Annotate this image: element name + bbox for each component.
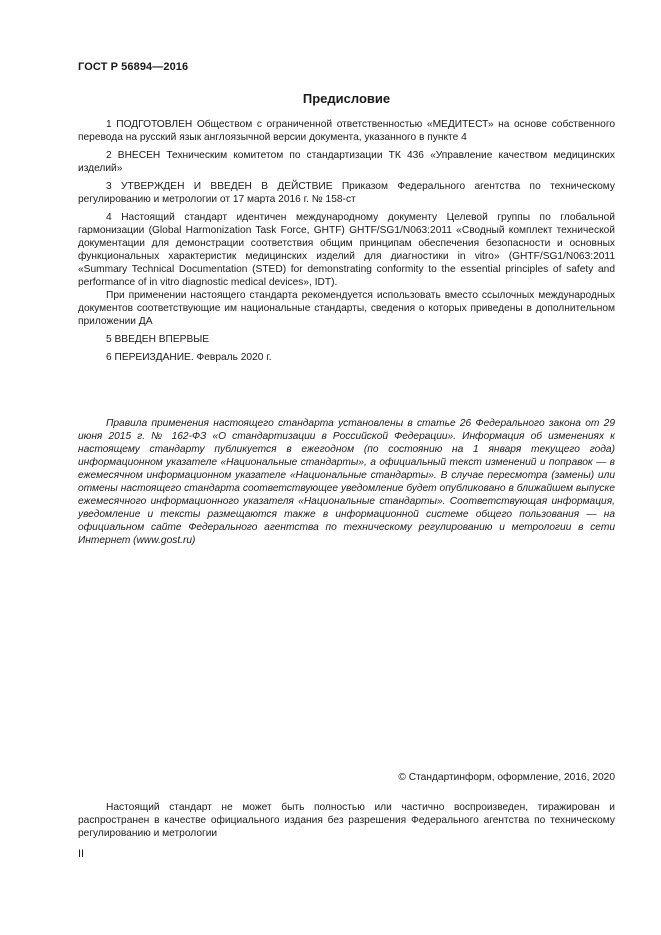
foreword-item-2: 2 ВНЕСЕН Техническим комитетом по стандартизации ТК 436 «Управление качеством медицинских изделий» [78,150,615,174]
page-title: Предисловие [302,91,391,106]
foreword-item-4: 4 Настоящий стандарт идентичен международному документу Целевой группы по глобальной гармонизации (Global Harmonization Task Force, GHTF) GHTF/SG1/N063:2011 «Сводный комплект технической документации для демонстрации соответствия общим принципам обеспечения безопасности и основных функциональных характеристик медицинских изделий для диагностики in vitro» (GHTF/SG1/N063:2011 «Summary Technical Documentation (STED) for demonstrating conformity to the essential principles of safety and performance of in vitro diagnostic medical devices», IDT). [78,212,615,288]
application-rules-notice [78,417,615,547]
foreword-note: При применении настоящего стандарта рекомендуется использовать вместо ссылочных международных документов соответствующие им национальные стандарты, сведения о которых приведены в дополнительном приложении ДА [78,290,615,327]
foreword-item-5: 5 ВВЕДЕН ВПЕРВЫЕ [106,334,210,345]
reproduction-notice [78,801,615,840]
notice-text: Правила применения настоящего стандарта установлены в статье 26 Федерального закона от 29 июня 2015 г. № 162-ФЗ «О стандартизации в Российской Федерации». Информация об изменениях к настоящему стандарту публикуется в ежегодном (по состоянию на 1 января текущего года) информационном указателе «Национальные стандарты», а официальный текст изменений и поправок — в ежемесячном информационном указателе «Национальные стандарты». В случае пересмотра (замены) или отмены настоящего стандарта соответствующее уведомление будет опубликовано в ближайшем выпуске ежемесячного информационного указателя «Национальные стандарты». Соответствующая информация, уведомление и тексты размещаются также в информационной системе общего пользования — на официальном сайте Федерального агентства по техническому регулированию и метрологии в сети Интернет (www.gost.ru) [78,418,615,546]
page-number: II [78,848,85,860]
foreword-item-6: 6 ПЕРЕИЗДАНИЕ. Февраль 2020 г. [106,352,272,363]
foreword-body [78,118,615,369]
standard-header: ГОСТ Р 56894—2016 [78,61,189,73]
reproduction-text: Настоящий стандарт не может быть полностью или частично воспроизведен, тиражирован и распространен в качестве официального издания без разрешения Федерального агентства по техническому регулированию и метрологии [78,802,615,839]
copyright-line: © Стандартинформ, оформление, 2016, 2020 [398,772,615,783]
foreword-item-1: 1 ПОДГОТОВЛЕН Обществом с ограниченной ответственностью «МЕДИТЕСТ» на основе собственного перевода на русский язык англоязычной версии документа, указанного в пункте 4 [78,119,615,143]
foreword-item-3: 3 УТВЕРЖДЕН И ВВЕДЕН В ДЕЙСТВИЕ Приказом Федерального агентства по техническому регулированию и метрологии от 17 марта 2016 г. № 158-ст [78,181,615,205]
